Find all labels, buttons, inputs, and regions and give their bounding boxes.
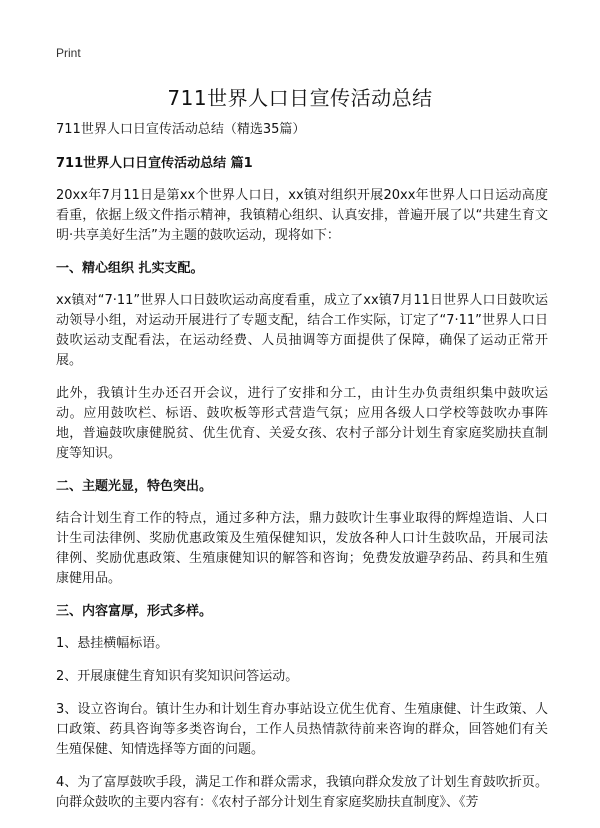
chapter-title: 711世界人口日宣传活动总结 篇1 [56,156,253,171]
list-item: 2、开展康健生育知识有奖知识问答运动。 [56,669,299,684]
section-1-paragraph-2: 此外，我镇计生办还召开会议，进行了安排和分工，由计生办负责组织集中鼓吹运动。应用鼓吹栏、标语、鼓吹板等形式营造气氛；应用各级人口学校等鼓吹办事阵地，普遍鼓吹康健脱贫、优生优育、关爱女孩、农村子部分计划生育家庭奖励扶直制度等知识。 [56,386,548,461]
section-2-paragraph-1: 结合计划生育工作的特点，通过多种方法，鼎力鼓吹计生事业取得的辉煌造诣、人口计生司法律例、奖励优惠政策及生殖保健知识，发放各种人口计生鼓吹品，开展司法律例、奖励优惠政策、生殖康健知识的解答和咨询；免费发放避孕药品、药具和生殖康健用品。 [56,511,548,586]
section-2-heading: 二、主题光显，特色突出。 [56,479,213,494]
intro-paragraph: 20xx年7月11日是第xx个世界人口日，xx镇对组织开展20xx年世界人口日运动高度看重，依据上级文件指示精神，我镇精心组织、认真安排，普遍开展了以“共建生育文明·共享美好生活”为主题的鼓吹运动，现将如下： [56,188,548,243]
section-3-heading: 三、内容富厚，形式多样。 [56,604,213,619]
list-item: 1、悬挂横幅标语。 [56,636,169,651]
section-1-heading: 一、精心组织 扎实支配。 [56,261,204,276]
document-subtitle: 711世界人口日宣传活动总结（精选35篇） [56,122,306,137]
print-label: Print [56,46,81,60]
page-title: 711世界人口日宣传活动总结 [167,86,433,110]
list-item: 4、为了富厚鼓吹手段，满足工作和群众需求，我镇向群众发放了计划生育鼓吹折页。向群众鼓吹的主要内容有：《农村子部分计划生育家庭奖励扶直制度》、《芳 [56,775,548,810]
document-body [56,120,548,826]
section-1-paragraph-1: xx镇对“7·11”世界人口日鼓吹运动高度看重，成立了xx镇7月11日世界人口日鼓吹运动领导小组，对运动开展进行了专题支配，结合工作实际，订定了“7·11”世界人口日鼓吹运动支配看法，在运动经费、人员抽调等方面提供了保障，确保了运动正常开展。 [56,293,548,368]
list-item: 3、设立咨询台。镇计生办和计划生育办事站设立优生优育、生殖康健、计生政策、人口政策、药具咨询等多类咨询台，工作人员热情款待前来咨询的群众，回答她们有关生殖保健、知情选择等方面的问题。 [56,702,548,757]
